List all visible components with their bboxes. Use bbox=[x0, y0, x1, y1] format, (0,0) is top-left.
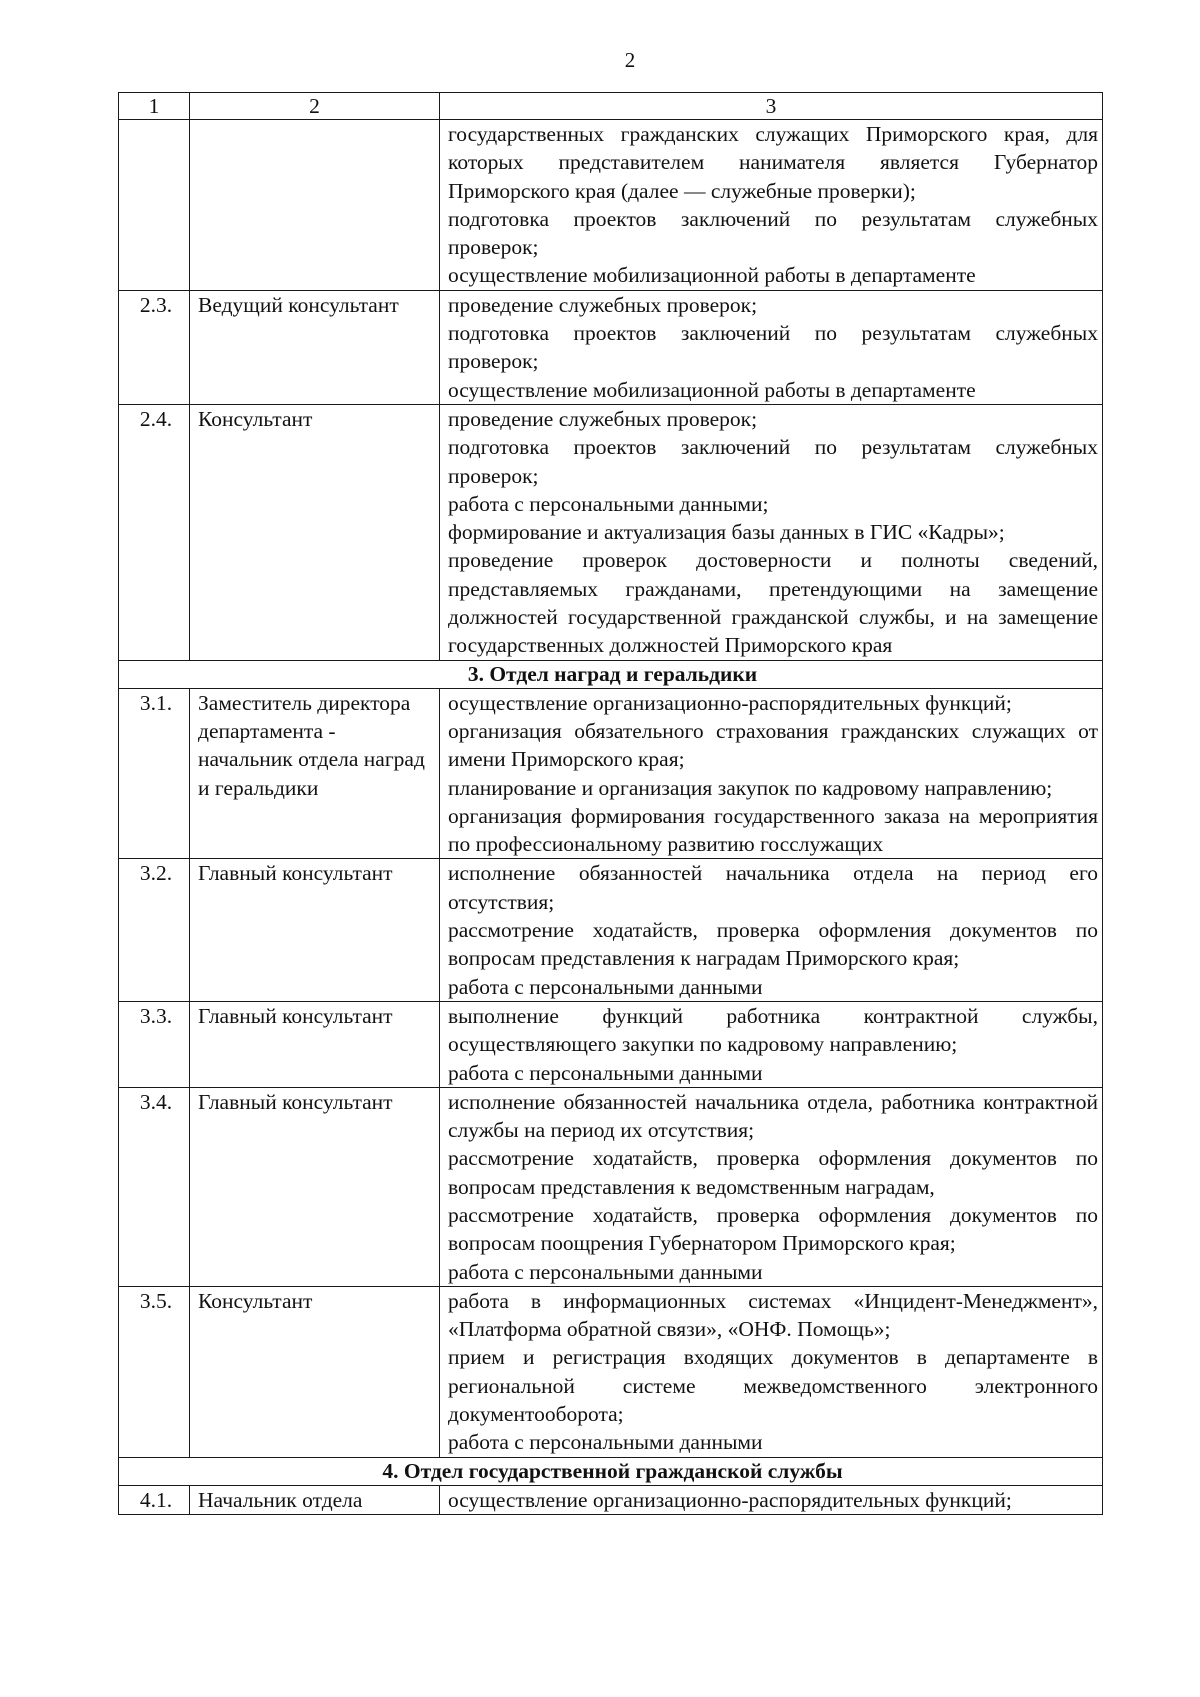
table-row bbox=[119, 120, 1103, 291]
position-title: Ведущий консультант bbox=[190, 290, 440, 404]
duty-item: подготовка проектов заключений по результатам служебных проверок; bbox=[448, 435, 1098, 488]
table-row bbox=[119, 290, 1103, 404]
duties-cell bbox=[440, 1286, 1103, 1457]
position-title bbox=[190, 120, 440, 291]
position-title: Начальник отдела bbox=[190, 1485, 440, 1514]
duties-cell bbox=[440, 1087, 1103, 1286]
table-row bbox=[119, 1001, 1103, 1087]
duty-item: рассмотрение ходатайств, проверка оформления документов по вопросам поощрения Губернатором Приморского края; bbox=[448, 1202, 1098, 1256]
duty-item: работа с персональными данными; bbox=[448, 491, 769, 516]
duties-cell bbox=[440, 404, 1103, 660]
position-title: Заместитель директора департамента - начальник отдела наград и геральдики bbox=[190, 688, 440, 859]
position-title: Консультант bbox=[190, 1286, 440, 1457]
row-number: 4.1. bbox=[119, 1485, 190, 1514]
duties-cell bbox=[440, 120, 1103, 291]
duty-item: проведение служебных проверок; bbox=[448, 406, 758, 431]
duty-item: осуществление организационно-распорядительных функций; bbox=[448, 690, 1012, 715]
section-title: 4. Отдел государственной гражданской службы bbox=[119, 1457, 1103, 1485]
row-number: 3.1. bbox=[119, 688, 190, 859]
staff-duties-table bbox=[118, 92, 1103, 1515]
duty-item: осуществление мобилизационной работы в департаменте bbox=[448, 377, 976, 402]
duty-item: осуществление мобилизационной работы в департаменте bbox=[448, 263, 976, 288]
position-title: Консультант bbox=[190, 404, 440, 660]
table-row bbox=[119, 859, 1103, 1001]
duty-item: рассмотрение ходатайств, проверка оформления документов по вопросам представления к ведомственным наградам, bbox=[448, 1146, 1098, 1199]
header-cell-3: 3 bbox=[440, 93, 1103, 120]
table-row bbox=[119, 404, 1103, 660]
row-number: 3.4. bbox=[119, 1087, 190, 1286]
duties-cell bbox=[440, 1001, 1103, 1087]
duty-item: работа с персональными данными bbox=[448, 1430, 763, 1455]
row-number: 3.5. bbox=[119, 1286, 190, 1457]
duty-item: выполнение функций работника контрактной службы, осуществляющего закупки по кадровому направлению; bbox=[448, 1003, 1098, 1057]
position-title: Главный консультант bbox=[190, 1001, 440, 1087]
duties-cell bbox=[440, 859, 1103, 1001]
row-number bbox=[119, 120, 190, 291]
duty-item: проведение проверок достоверности и полноты сведений, представляемых гражданами, претендующими на замещение должностей государственной гражданской службы, и на замещение государственных должностей Приморского края bbox=[448, 548, 1098, 658]
duty-item: подготовка проектов заключений по результатам служебных проверок; bbox=[448, 206, 1098, 260]
duties-cell bbox=[440, 1485, 1103, 1514]
duty-item: работа в информационных системах «Инцидент-Менеджмент», «Платформа обратной связи», «ОНФ. Помощь»; bbox=[448, 1288, 1098, 1342]
duty-item: исполнение обязанностей начальника отдела на период его отсутствия; bbox=[448, 861, 1098, 914]
header-cell-1: 1 bbox=[119, 93, 190, 120]
table-row bbox=[119, 688, 1103, 859]
row-number: 3.3. bbox=[119, 1001, 190, 1087]
section-title: 3. Отдел наград и геральдики bbox=[119, 660, 1103, 688]
table-header-row bbox=[119, 93, 1103, 120]
table-row bbox=[119, 1087, 1103, 1286]
table-row bbox=[119, 1286, 1103, 1457]
duties-cell bbox=[440, 688, 1103, 859]
table-row bbox=[119, 1485, 1103, 1514]
duty-item: проведение служебных проверок; bbox=[448, 292, 758, 317]
duty-item: формирование и актуализация базы данных в ГИС «Кадры»; bbox=[448, 520, 1005, 545]
duty-item: подготовка проектов заключений по результатам служебных проверок; bbox=[448, 321, 1098, 374]
duties-cell bbox=[440, 290, 1103, 404]
duty-item: организация обязательного страхования гражданских служащих от имени Приморского края; bbox=[448, 718, 1098, 772]
duty-item: исполнение обязанностей начальника отдела, работника контрактной службы на период их отсутствия; bbox=[448, 1089, 1098, 1143]
duty-item: планирование и организация закупок по кадровому направлению; bbox=[448, 775, 1053, 800]
duty-item: работа с персональными данными bbox=[448, 1060, 763, 1085]
position-title: Главный консультант bbox=[190, 1087, 440, 1286]
duty-item: прием и регистрация входящих документов в департаменте в региональной системе межведомственного электронного документооборота; bbox=[448, 1345, 1098, 1427]
duty-item: осуществление организационно-распорядительных функций; bbox=[448, 1487, 1012, 1512]
duty-item: организация формирования государственного заказа на мероприятия по профессиональному развитию госслужащих bbox=[448, 803, 1098, 857]
section-header-row bbox=[119, 1457, 1103, 1485]
row-number: 2.3. bbox=[119, 290, 190, 404]
row-number: 3.2. bbox=[119, 859, 190, 1001]
position-title: Главный консультант bbox=[190, 859, 440, 1001]
row-number: 2.4. bbox=[119, 404, 190, 660]
page-number: 2 bbox=[624, 48, 636, 72]
header-cell-2: 2 bbox=[190, 93, 440, 120]
section-header-row bbox=[119, 660, 1103, 688]
duty-item: государственных гражданских служащих Приморского края, для которых представителем нанимателя является Губернатор Приморского края (далее — служебные проверки); bbox=[448, 122, 1098, 203]
duty-item: рассмотрение ходатайств, проверка оформления документов по вопросам представления к наградам Приморского края; bbox=[448, 918, 1098, 971]
duty-item: работа с персональными данными bbox=[448, 1259, 763, 1284]
duty-item: работа с персональными данными bbox=[448, 974, 763, 999]
